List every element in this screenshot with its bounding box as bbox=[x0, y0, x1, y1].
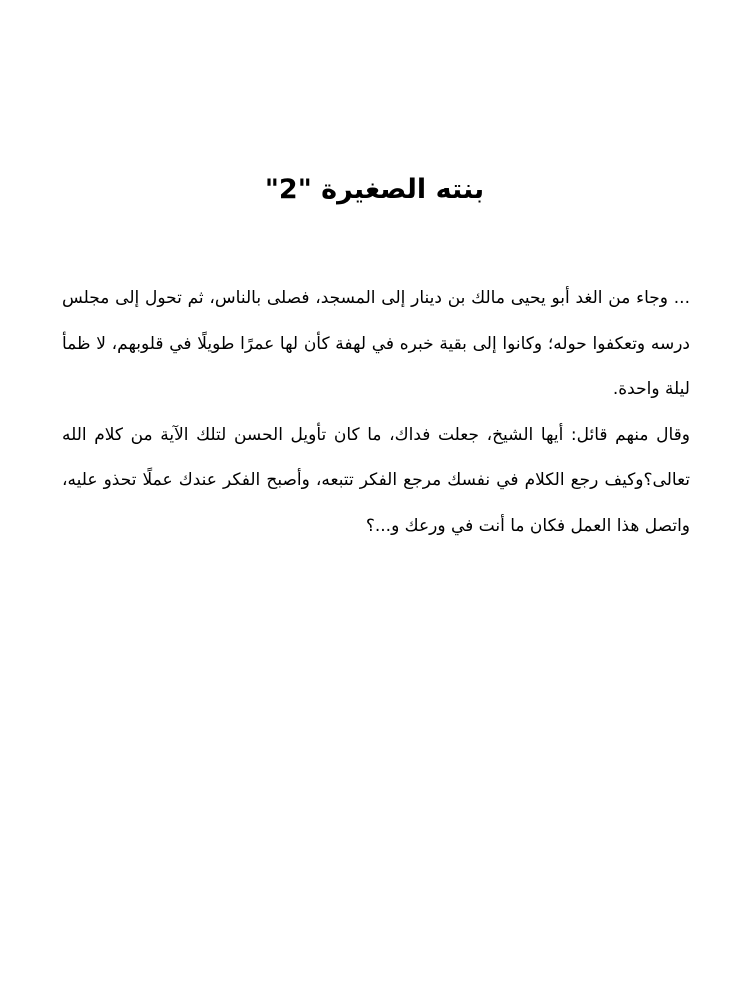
paragraph-2: وقال منهم قائل: أيها الشيخ، جعلت فداك، ما كان تأويل الحسن لتلك الآية من كلام الله تعالى؟وكيف رجع الكلام في نفسك مرجع الفكر تتبعه، وأصبح الفكر عندك عملًا تحذو عليه، واتصل هذا العمل فكان ما أنت في ورعك و...؟ bbox=[62, 424, 690, 536]
document-body bbox=[62, 276, 690, 549]
document-title: بنته الصغيرة "2" bbox=[264, 174, 485, 205]
paragraph-1: ... وجاء من الغد أبو يحيى مالك بن دينار إلى المسجد، فصلى بالناس، ثم تحول إلى مجلس درسه وتعكفوا حوله؛ وكانوا إلى بقية خبره في لهفة كأن لها عمرًا طويلًا في قلوبهم، لا ظمأ ليلة واحدة. bbox=[62, 288, 690, 399]
